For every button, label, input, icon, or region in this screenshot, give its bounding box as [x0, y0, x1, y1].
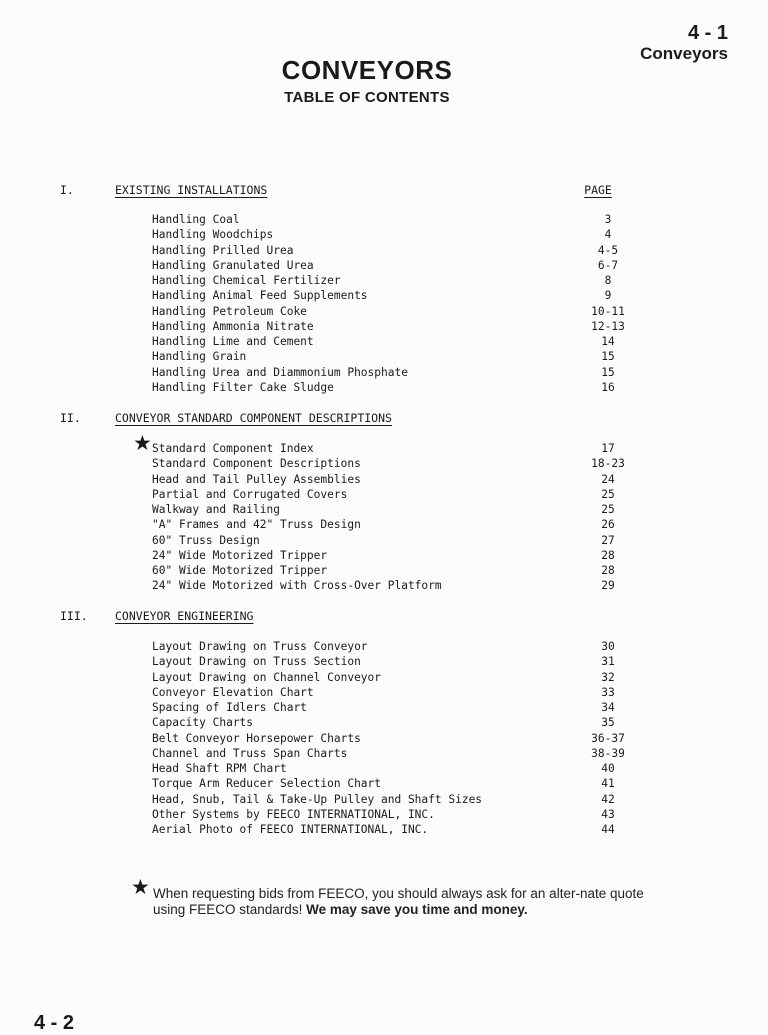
- toc-entry: [152, 578, 632, 593]
- toc-entry-title: Handling Granulated Urea: [152, 258, 314, 272]
- toc-entry-title: Handling Ammonia Nitrate: [152, 319, 314, 333]
- toc-entry: [152, 517, 632, 532]
- toc-entry: [152, 548, 632, 563]
- toc-entry-title: Torque Arm Reducer Selection Chart: [152, 777, 382, 791]
- toc-entry-title: Layout Drawing on Truss Conveyor: [152, 640, 368, 653]
- toc-entry-title: Handling Animal Feed Supplements: [152, 289, 368, 303]
- toc-entry-page: 44: [601, 823, 615, 836]
- toc-entry-page: 26: [601, 518, 615, 532]
- toc-entry-page: 35: [601, 716, 615, 730]
- toc-entry: [152, 746, 632, 761]
- section-heading: CONVEYOR STANDARD COMPONENT DESCRIPTIONS: [115, 411, 392, 425]
- toc-entry-page: 29: [601, 579, 615, 593]
- toc-entry-page: 9: [604, 289, 612, 303]
- toc-entry: [152, 227, 632, 242]
- toc-entry-page: 4: [604, 228, 612, 242]
- toc-entry: [152, 639, 632, 654]
- toc-entry-title: Handling Urea and Diammonium Phosphate: [152, 365, 408, 379]
- toc-entry: [152, 487, 632, 502]
- toc-entry: [152, 334, 632, 349]
- footnote-text: When requesting bids from FEECO, you should always ask for an alter-nate quote using FEECO standards!: [153, 886, 644, 917]
- toc-entry-page: 33: [601, 685, 615, 699]
- toc-entry-title: Other Systems by FEECO INTERNATIONAL, INC.: [152, 807, 435, 821]
- toc-entry-page: 25: [601, 487, 615, 501]
- toc-entry-title: Partial and Corrugated Covers: [152, 487, 348, 501]
- toc-entry-page: 32: [601, 670, 615, 684]
- toc-entry-page: 42: [601, 792, 615, 806]
- toc-entry: [152, 533, 632, 548]
- toc-entry: [152, 288, 632, 303]
- toc-entry: [152, 807, 632, 822]
- toc-entry-page: 28: [601, 564, 615, 577]
- toc-entry-title: Channel and Truss Span Charts: [152, 746, 348, 760]
- toc-entry-page: 24: [601, 472, 615, 486]
- toc-entry-title: Belt Conveyor Horsepower Charts: [152, 731, 361, 745]
- toc-entry: [152, 654, 632, 669]
- toc-entry: [152, 670, 632, 685]
- toc-entry-title: Handling Coal: [152, 213, 240, 226]
- toc-entry: [152, 685, 632, 700]
- section-heading: EXISTING INSTALLATIONS: [115, 183, 268, 197]
- toc-entry-title: Head and Tail Pulley Assemblies: [152, 472, 361, 486]
- toc-entry-title: Aerial Photo of FEECO INTERNATIONAL, INC.: [152, 823, 429, 836]
- toc-entry-page: 16: [601, 380, 615, 394]
- toc-entry-page: 31: [601, 655, 615, 669]
- toc-entry: [152, 441, 632, 456]
- toc-entry: [152, 212, 632, 227]
- toc-entry: [152, 731, 632, 746]
- toc-entry-title: 60" Wide Motorized Tripper: [152, 564, 328, 577]
- toc-entry-title: Layout Drawing on Channel Conveyor: [152, 670, 382, 684]
- toc-entry-title: Handling Filter Cake Sludge: [152, 380, 334, 394]
- toc-entry: [152, 761, 632, 776]
- toc-entry-title: Walkway and Railing: [152, 503, 280, 516]
- star-icon: ★: [133, 431, 152, 455]
- toc-entry: [152, 243, 632, 258]
- toc-entry-title: Capacity Charts: [152, 716, 254, 730]
- document-subtitle: TABLE OF CONTENTS: [284, 89, 450, 106]
- toc-entry-title: Handling Lime and Cement: [152, 335, 314, 348]
- toc-entry-page: 15: [601, 350, 615, 364]
- toc-entry-title: 60" Truss Design: [152, 533, 260, 547]
- toc-entry-page: 4-5: [597, 243, 619, 257]
- toc-entry-title: Conveyor Elevation Chart: [152, 685, 314, 699]
- toc-entry-title: Layout Drawing on Truss Section: [152, 655, 361, 669]
- footer-page-number: 4 - 2: [34, 1012, 75, 1034]
- toc-entry-title: Head Shaft RPM Chart: [152, 762, 287, 775]
- star-icon: ★: [131, 875, 150, 899]
- section-label: Conveyors: [640, 44, 728, 63]
- toc-entry: [152, 822, 632, 837]
- toc-entry: [152, 776, 632, 791]
- toc-entry-title: Handling Prilled Urea: [152, 243, 294, 257]
- toc-entry: [152, 273, 632, 288]
- toc-entry-title: Head, Snub, Tail & Take-Up Pulley and Shaft Sizes: [152, 792, 483, 806]
- toc-entry: [152, 365, 632, 380]
- footnote-emphasis: We may save you time and money.: [306, 902, 528, 917]
- section-numeral: I.: [60, 183, 74, 197]
- toc-entry-title: 24" Wide Motorized Tripper: [152, 548, 328, 562]
- toc-entry-page: 28: [601, 548, 615, 562]
- toc-entry-page: 34: [601, 701, 615, 714]
- section-heading: CONVEYOR ENGINEERING: [115, 609, 254, 623]
- toc-entry: [152, 349, 632, 364]
- page-column-header: PAGE: [584, 183, 612, 197]
- toc-entry: [152, 792, 632, 807]
- toc-entry: [152, 472, 632, 487]
- toc-entry-page: 17: [601, 442, 615, 455]
- toc-entry-title: Handling Woodchips: [152, 228, 274, 242]
- toc-entry: [152, 456, 632, 471]
- toc-entry: [152, 304, 632, 319]
- section-numeral: III.: [60, 609, 88, 623]
- toc-entry-page: 18-23: [591, 457, 625, 471]
- document-title: CONVEYORS: [281, 55, 453, 85]
- toc-entry-title: 24" Wide Motorized with Cross-Over Platform: [152, 579, 442, 593]
- toc-entry-title: "A" Frames and 42" Truss Design: [152, 518, 361, 532]
- toc-entry-page: 27: [601, 533, 615, 547]
- section-numeral: II.: [60, 411, 81, 425]
- toc-entry-page: 40: [601, 762, 615, 775]
- toc-entry-page: 41: [601, 777, 615, 791]
- toc-entry-page: 8: [604, 274, 612, 287]
- toc-entry-page: 12-13: [591, 319, 625, 333]
- toc-entry-page: 30: [601, 640, 615, 653]
- toc-entry-title: Handling Chemical Fertilizer: [152, 274, 341, 287]
- toc-entry-page: 14: [601, 335, 615, 348]
- toc-entry-page: 6-7: [597, 258, 619, 272]
- toc-entry-title: Handling Petroleum Coke: [152, 304, 307, 318]
- toc-entry-page: 38-39: [591, 746, 625, 760]
- toc-entry-page: 3: [604, 213, 612, 226]
- toc-entry-title: Standard Component Descriptions: [152, 457, 361, 471]
- toc-entry-page: 36-37: [591, 731, 625, 745]
- toc-entry: [152, 700, 632, 715]
- toc-entry: [152, 380, 632, 395]
- toc-entry-title: Spacing of Idlers Chart: [152, 701, 307, 714]
- toc-entry-page: 25: [601, 503, 615, 516]
- toc-entry-page: 43: [601, 807, 615, 821]
- footnote: [153, 886, 653, 918]
- toc-entry: [152, 258, 632, 273]
- toc-entry: [152, 563, 632, 578]
- toc-entry: [152, 715, 632, 730]
- page-number: 4 - 1: [687, 22, 728, 44]
- toc-entry-title: Handling Grain: [152, 350, 247, 364]
- toc-entry: [152, 319, 632, 334]
- toc-entry-title: Standard Component Index: [152, 442, 314, 455]
- toc-entry: [152, 502, 632, 517]
- toc-entry-page: 10-11: [591, 304, 625, 318]
- toc-entry-page: 15: [601, 365, 615, 379]
